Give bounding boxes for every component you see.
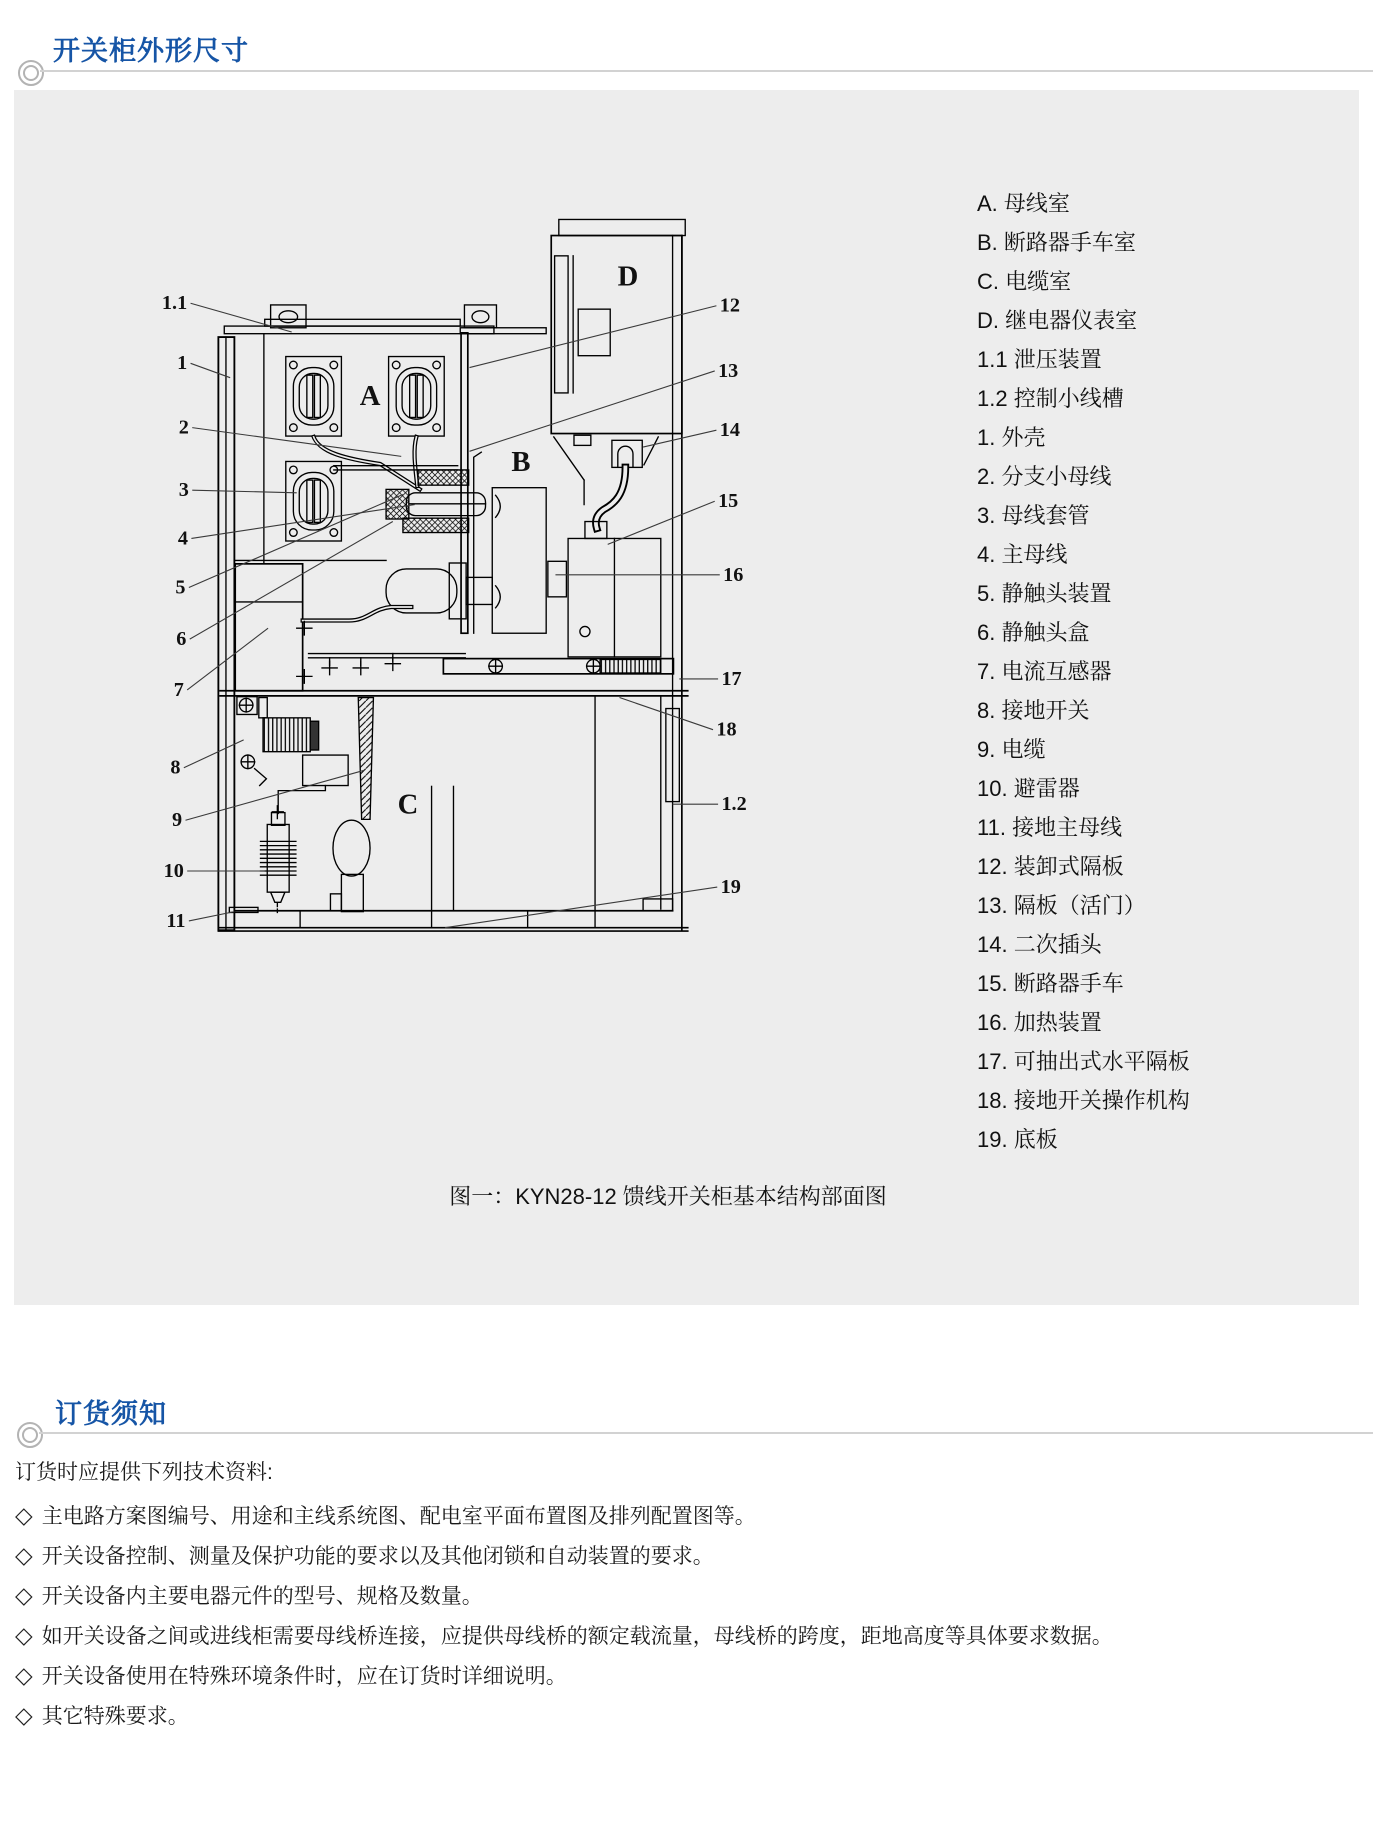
ordering-intro: 订货时应提供下列技术资料: [15,1461,273,1484]
callout-label: 15 [718,490,739,513]
legend-item: 4. 主母线 [977,542,1068,567]
diamond-bullet-icon: ◇ [15,1582,33,1608]
legend-item: 8. 接地开关 [977,698,1090,723]
diamond-bullet-icon: ◇ [15,1542,33,1568]
ordering-item-text: 主电路方案图编号、用途和主线系统图、配电室平面布置图及排列配置图等。 [41,1505,756,1528]
legend-item: 14. 二次插头 [977,932,1102,957]
callout-label: 19 [720,875,741,899]
ordering-notes [15,1460,1355,1736]
callout-label: 18 [716,718,737,741]
section-title: 订货须知 [55,1399,167,1429]
legend-item: 2. 分支小母线 [977,464,1112,489]
callout-label: 12 [719,294,740,317]
figure-panel [14,90,1359,1305]
compartment-a-label: A [359,379,381,412]
callout-label: 6 [176,628,187,651]
ordering-item-text: 开关设备使用在特殊环境条件时，应在订货时详细说明。 [41,1665,567,1688]
legend-item: 7. 电流互感器 [977,659,1112,684]
legend-item: 12. 装卸式隔板 [977,854,1124,879]
callout-label: 9 [172,809,183,832]
compartment-letters [360,260,639,820]
ordering-item-text: 开关设备内主要电器元件的型号、规格及数量。 [41,1585,483,1608]
ordering-item [15,1536,1355,1576]
callout-labels [162,292,747,932]
legend-item: 16. 加热装置 [977,1010,1102,1035]
legend-item: 1.2 控制小线槽 [977,386,1124,411]
ordering-list [15,1496,1355,1736]
legend-item: 5. 静触头装置 [977,581,1112,606]
callout-label: 13 [718,359,739,382]
callout-label: 2 [178,416,189,439]
section-divider [39,1432,1373,1434]
section-title: 开关柜外形尺寸 [53,36,249,66]
legend-item: 10. 避雷器 [977,776,1080,801]
callout-label: 4 [177,527,189,550]
legend-item: C. 电缆室 [977,269,1072,294]
compartment-d-label: D [617,260,639,293]
ordering-item-text: 其它特殊要求。 [41,1705,189,1728]
legend-item: B. 断路器手车室 [977,230,1136,255]
callout-label: 1 [177,352,188,375]
callout-label: 16 [723,563,744,586]
parts-legend [977,184,1190,1159]
callout-label: 8 [170,756,181,779]
figure-caption: 图一：KYN28-12 馈线开关柜基本结构部面图 [449,1184,887,1209]
diamond-bullet-icon: ◇ [15,1622,33,1648]
callout-label: 1.1 [161,292,188,315]
legend-item: 17. 可抽出式水平隔板 [977,1049,1190,1074]
diamond-bullet-icon: ◇ [15,1502,33,1528]
ordering-item-text: 如开关设备之间或进线柜需要母线桥连接，应提供母线桥的额定载流量，母线桥的跨度，距地高度等具体要求数据。 [41,1625,1113,1648]
compartment-b-label: B [511,445,531,478]
ordering-item [15,1696,1355,1736]
legend-item: 11. 接地主母线 [977,815,1123,840]
callout-label: 17 [721,667,742,690]
structure-diagram [140,200,890,1080]
legend-item: 19. 底板 [977,1127,1058,1152]
legend-item: D. 继电器仪表室 [977,308,1138,333]
callout-label: 7 [173,678,184,701]
compartment-c-label: C [397,788,419,821]
callout-label: 10 [163,859,184,882]
diamond-bullet-icon: ◇ [15,1662,33,1688]
legend-item: 3. 母线套管 [977,503,1090,528]
callout-label: 3 [178,479,189,502]
section-marker-icon [18,60,44,86]
legend-item: 9. 电缆 [977,737,1046,762]
ordering-item [15,1576,1355,1616]
section-marker-icon [17,1422,43,1448]
callout-label: 5 [175,576,186,599]
legend-item: 1. 外壳 [977,425,1046,450]
callout-label: 14 [719,419,740,442]
ordering-item [15,1656,1355,1696]
callout-label: 11 [166,909,186,932]
legend-item: 15. 断路器手车 [977,971,1124,996]
ordering-item [15,1496,1355,1536]
legend-item: A. 母线室 [977,191,1070,216]
ordering-item [15,1616,1355,1656]
legend-item: 1.1 泄压装置 [977,347,1102,372]
ordering-item-text: 开关设备控制、测量及保护功能的要求以及其他闭锁和自动装置的要求。 [41,1545,714,1568]
callout-label: 1.2 [721,793,747,816]
diamond-bullet-icon: ◇ [15,1702,33,1728]
legend-item: 6. 静触头盒 [977,620,1090,645]
legend-item: 18. 接地开关操作机构 [977,1088,1190,1113]
legend-item: 13. 隔板（活门） [977,893,1146,918]
section-divider [40,70,1373,72]
